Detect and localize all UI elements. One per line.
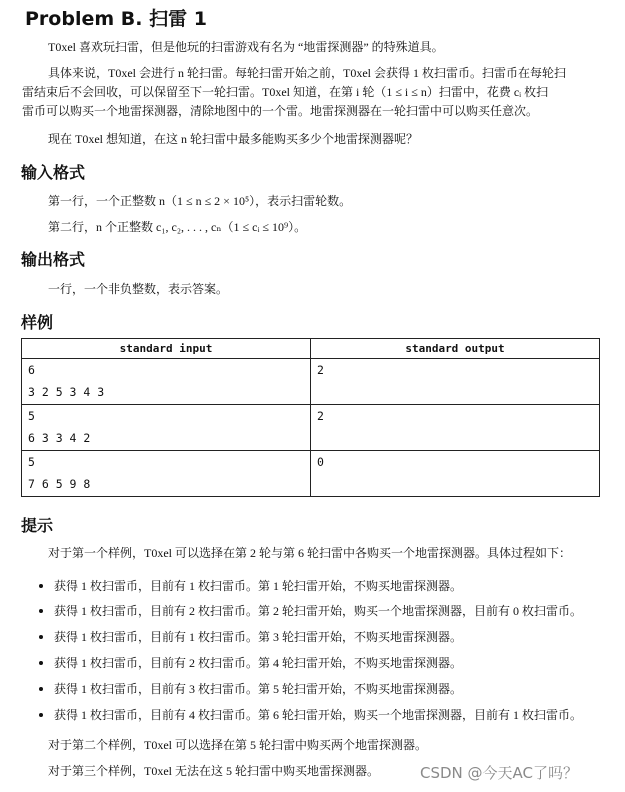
samples-table	[21, 338, 600, 497]
sample-input-n: 5	[28, 409, 35, 423]
input-format-line-2: 第二行，n 个正整数 c₁, c₂, . . . , cₙ（1 ≤ cᵢ ≤ 10⁹）。	[48, 220, 307, 234]
problem-title: Problem B. 扫雷 1	[25, 8, 207, 30]
hints-intro: 对于第一个样例，T0xel 可以选择在第 2 轮与第 6 轮扫雷中各购买一个地雷探测器。具体过程如下：	[48, 546, 571, 560]
table-row	[22, 451, 600, 497]
sample-output-cell	[311, 359, 600, 405]
csdn-watermark: CSDN @今天AC了吗？	[420, 764, 579, 782]
output-format-heading: 输出格式	[21, 250, 86, 269]
samples-heading: 样例	[21, 313, 54, 332]
bullet-dot-icon	[39, 713, 43, 717]
input-format-line-1: 第一行，一个正整数 n（1 ≤ n ≤ 2 × 10⁵），表示扫雷轮数。	[48, 194, 352, 208]
output-format-line-1: 一行，一个非负整数，表示答案。	[48, 282, 229, 296]
hint-bullet-6: 获得 1 枚扫雷币，目前有 4 枚扫雷币。第 6 轮扫雷开始，购买一个地雷探测器，目前有 1 枚扫雷币。	[54, 708, 583, 722]
bullet-dot-icon	[39, 661, 43, 665]
statement-line-3: 雷结束后不会回收，可以保留至下一轮扫雷。T0xel 知道，在第 i 轮（1 ≤ i ≤ n）扫雷中，花费 cᵢ 枚扫	[22, 85, 549, 99]
sample-output-value: 2	[317, 363, 324, 377]
hints-outro-2: 对于第三个样例，T0xel 无法在这 5 轮扫雷中购买地雷探测器。	[48, 764, 379, 778]
bullet-dot-icon	[39, 635, 43, 639]
sample-input-c: 6 3 3 4 2	[28, 431, 91, 445]
bullet-dot-icon	[39, 584, 43, 588]
sample-input-c: 7 6 5 9 8	[28, 477, 91, 491]
table-row	[22, 405, 600, 451]
hint-bullet-2: 获得 1 枚扫雷币，目前有 2 枚扫雷币。第 2 轮扫雷开始，购买一个地雷探测器，目前有 0 枚扫雷币。	[54, 604, 583, 618]
hint-bullet-3: 获得 1 枚扫雷币，目前有 1 枚扫雷币。第 3 轮扫雷开始，不购买地雷探测器。	[54, 630, 463, 644]
hint-bullet-5: 获得 1 枚扫雷币，目前有 3 枚扫雷币。第 5 轮扫雷开始，不购买地雷探测器。	[54, 682, 463, 696]
statement-line-5: 现在 T0xel 想知道，在这 n 轮扫雷中最多能购买多少个地雷探测器呢？	[48, 132, 418, 146]
col-standard-output: standard output	[311, 339, 600, 359]
input-format-heading: 输入格式	[21, 163, 86, 182]
statement-line-1: T0xel 喜欢玩扫雷，但是他玩的扫雷游戏有名为 “地雷探测器” 的特殊道具。	[48, 40, 444, 54]
statement-line-2: 具体来说，T0xel 会进行 n 轮扫雷。每轮扫雷开始之前，T0xel 会获得 1 枚扫雷币。扫雷币在每轮扫	[48, 66, 566, 80]
bullet-dot-icon	[39, 687, 43, 691]
hints-outro-1: 对于第二个样例，T0xel 可以选择在第 5 轮扫雷中购买两个地雷探测器。	[48, 738, 427, 752]
sample-output-value: 2	[317, 409, 324, 423]
sample-input-cell	[22, 405, 311, 451]
samples-header-row	[22, 339, 600, 359]
col-standard-input: standard input	[22, 339, 311, 359]
sample-output-cell	[311, 451, 600, 497]
sample-output-cell	[311, 405, 600, 451]
sample-input-cell	[22, 359, 311, 405]
sample-input-cell	[22, 451, 311, 497]
sample-input-n: 5	[28, 455, 35, 469]
sample-input-c: 3 2 5 3 4 3	[28, 385, 105, 399]
statement-line-4: 雷币可以购买一个地雷探测器，清除地图中的一个雷。地雷探测器在一轮扫雷中可以购买任意次。	[22, 104, 539, 118]
hints-heading: 提示	[21, 516, 54, 535]
hint-bullet-1: 获得 1 枚扫雷币，目前有 1 枚扫雷币。第 1 轮扫雷开始，不购买地雷探测器。	[54, 579, 463, 593]
sample-output-value: 0	[317, 455, 324, 469]
table-row	[22, 359, 600, 405]
sample-input-n: 6	[28, 363, 35, 377]
bullet-dot-icon	[39, 609, 43, 613]
hint-bullet-4: 获得 1 枚扫雷币，目前有 2 枚扫雷币。第 4 轮扫雷开始，不购买地雷探测器。	[54, 656, 463, 670]
